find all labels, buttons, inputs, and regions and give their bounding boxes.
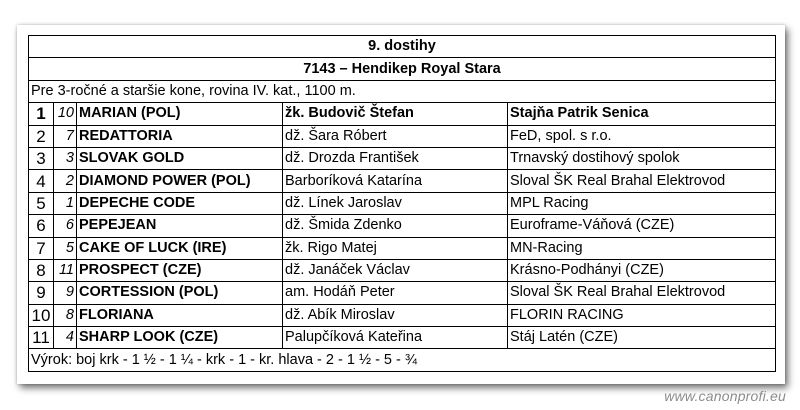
race-conditions-row: [29, 80, 776, 102]
results-card: [17, 25, 785, 384]
jockey-name: dž. Šmida Zdenko: [283, 215, 508, 237]
jockey-name: dž. Drozda František: [283, 147, 508, 169]
start-number: 5: [54, 237, 77, 259]
result-row: [29, 125, 776, 147]
owner-name: Trnavský dostihový spolok: [508, 147, 776, 169]
result-row: [29, 192, 776, 214]
race-conditions: Pre 3-ročné a staršie kone, rovina IV. kat., 1100 m.: [29, 80, 776, 102]
owner-name: Euroframe-Váňová (CZE): [508, 215, 776, 237]
finish-position: 10: [29, 304, 54, 326]
horse-name: DEPECHE CODE: [77, 192, 283, 214]
start-number: 2: [54, 170, 77, 192]
jockey-name: dž. Šara Róbert: [283, 125, 508, 147]
jockey-name: Barboríková Katarína: [283, 170, 508, 192]
result-row: [29, 282, 776, 304]
race-name-row: [29, 58, 776, 80]
jockey-name: Palupčíková Kateřina: [283, 327, 508, 349]
horse-name: PROSPECT (CZE): [77, 259, 283, 281]
result-row: [29, 327, 776, 349]
horse-name: CORTESSION (POL): [77, 282, 283, 304]
owner-name: Krásno-Podhányi (CZE): [508, 259, 776, 281]
start-number: 11: [54, 259, 77, 281]
finish-position: 4: [29, 170, 54, 192]
start-number: 1: [54, 192, 77, 214]
owner-name: Sloval ŠK Real Brahal Elektrovod: [508, 170, 776, 192]
owner-name: Stajňa Patrik Senica: [508, 103, 776, 125]
margins-row: [29, 349, 776, 371]
jockey-name: dž. Línek Jaroslav: [283, 192, 508, 214]
finish-position: 7: [29, 237, 54, 259]
race-number-row: [29, 36, 776, 58]
horse-name: SHARP LOOK (CZE): [77, 327, 283, 349]
result-row: [29, 237, 776, 259]
race-name-title: 7143 – Hendikep Royal Stara: [29, 58, 776, 80]
owner-name: FeD, spol. s r.o.: [508, 125, 776, 147]
horse-name: REDATTORIA: [77, 125, 283, 147]
finish-position: 3: [29, 147, 54, 169]
start-number: 8: [54, 304, 77, 326]
horse-name: PEPEJEAN: [77, 215, 283, 237]
result-row: [29, 304, 776, 326]
watermark-text: www.canonprofi.eu: [664, 388, 786, 404]
start-number: 6: [54, 215, 77, 237]
result-row: [29, 170, 776, 192]
race-number-title: 9. dostihy: [29, 36, 776, 58]
start-number: 3: [54, 147, 77, 169]
owner-name: Stáj Latén (CZE): [508, 327, 776, 349]
finish-position: 6: [29, 215, 54, 237]
jockey-name: žk. Budovič Štefan: [283, 103, 508, 125]
result-row: [29, 215, 776, 237]
start-number: 4: [54, 327, 77, 349]
horse-name: FLORIANA: [77, 304, 283, 326]
owner-name: FLORIN RACING: [508, 304, 776, 326]
result-row: [29, 147, 776, 169]
finish-position: 5: [29, 192, 54, 214]
horse-name: SLOVAK GOLD: [77, 147, 283, 169]
owner-name: Sloval ŠK Real Brahal Elektrovod: [508, 282, 776, 304]
finish-position: 8: [29, 259, 54, 281]
horse-name: MARIAN (POL): [77, 103, 283, 125]
jockey-name: žk. Rigo Matej: [283, 237, 508, 259]
start-number: 7: [54, 125, 77, 147]
finish-margins: Výrok: boj krk - 1 ½ - 1 ¼ - krk - 1 - kr. hlava - 2 - 1 ½ - 5 - ¾: [29, 349, 776, 371]
horse-name: CAKE OF LUCK (IRE): [77, 237, 283, 259]
result-row: [29, 103, 776, 125]
jockey-name: dž. Abík Miroslav: [283, 304, 508, 326]
finish-position: 2: [29, 125, 54, 147]
finish-position: 11: [29, 327, 54, 349]
start-number: 10: [54, 103, 77, 125]
finish-position: 9: [29, 282, 54, 304]
jockey-name: am. Hodáň Peter: [283, 282, 508, 304]
race-results-table: [28, 35, 776, 372]
result-row: [29, 259, 776, 281]
owner-name: MN-Racing: [508, 237, 776, 259]
horse-name: DIAMOND POWER (POL): [77, 170, 283, 192]
jockey-name: dž. Janáček Václav: [283, 259, 508, 281]
owner-name: MPL Racing: [508, 192, 776, 214]
finish-position: 1: [29, 103, 54, 125]
start-number: 9: [54, 282, 77, 304]
